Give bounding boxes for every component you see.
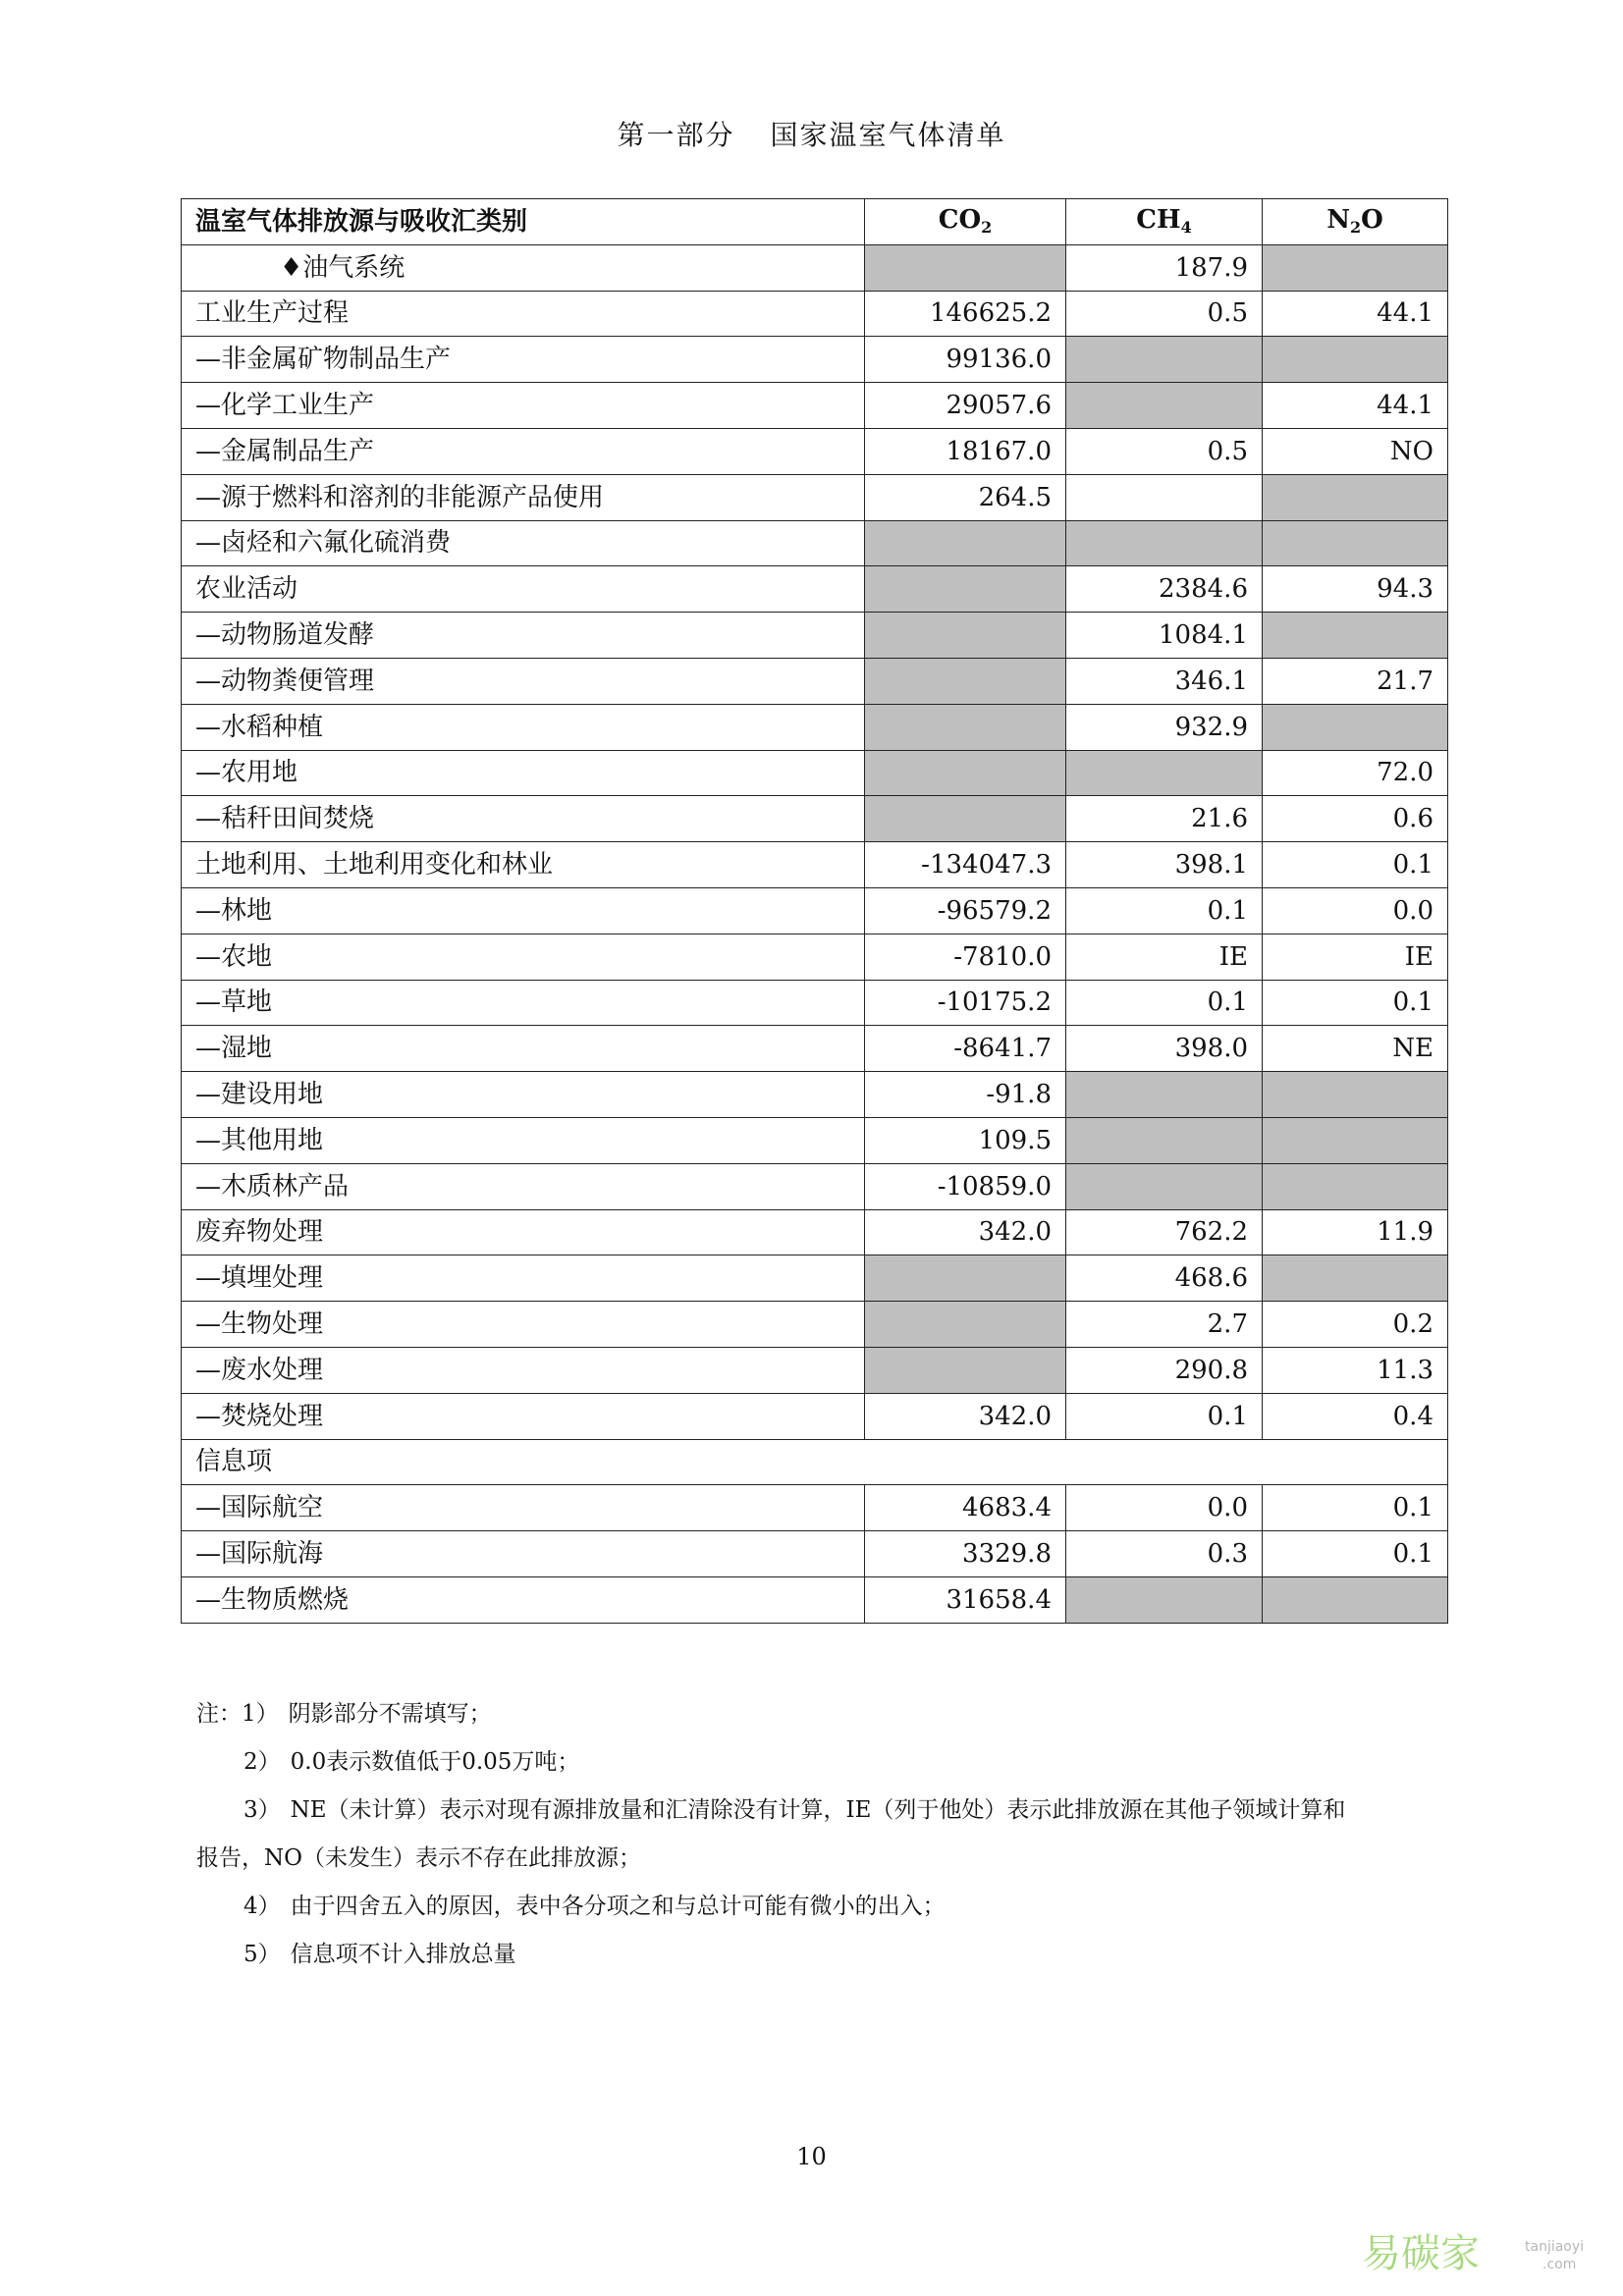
cell-n2o: [1263, 244, 1448, 291]
cell-co2: 29057.6: [865, 383, 1066, 429]
note-line: 2） 0.0表示数值低于0.05万吨；: [243, 1749, 580, 1775]
cell-co2: -10175.2: [865, 980, 1066, 1026]
cell-n2o: [1263, 613, 1448, 659]
table-row: [182, 337, 1448, 383]
cell-co2: 146625.2: [865, 291, 1066, 337]
header-part: 第一部分: [617, 119, 735, 151]
cell-co2: -10859.0: [865, 1163, 1066, 1209]
cell-ch4: [1066, 337, 1263, 383]
row-label: ♦油气系统: [182, 244, 865, 291]
row-label: —草地: [182, 980, 865, 1026]
table-row: [182, 1163, 1448, 1209]
row-label: 土地利用、土地利用变化和林业: [182, 842, 865, 888]
header-ch4: $CH_4$: [1066, 199, 1263, 245]
cell-co2: [865, 658, 1066, 704]
header-title: 国家温室气体清单: [770, 119, 1006, 151]
row-label: —金属制品生产: [182, 428, 865, 474]
table-row: [182, 796, 1448, 842]
table-row: [182, 1393, 1448, 1439]
watermark-domain: tanjiaoyi: [1525, 2239, 1585, 2255]
row-label: —填埋处理: [182, 1255, 865, 1302]
table-row: [182, 934, 1448, 980]
table-header-row: [182, 199, 1448, 245]
cell-co2: 99136.0: [865, 337, 1066, 383]
table-row: [182, 1302, 1448, 1348]
cell-co2: 4683.4: [865, 1485, 1066, 1531]
cell-ch4: [1066, 474, 1263, 520]
cell-ch4: [1066, 383, 1263, 429]
cell-ch4: 187.9: [1066, 244, 1263, 291]
row-label: —焚烧处理: [182, 1393, 865, 1439]
cell-ch4: 0.0: [1066, 1485, 1263, 1531]
cell-ch4: 0.5: [1066, 291, 1263, 337]
cell-n2o: [1263, 337, 1448, 383]
cell-n2o: [1263, 520, 1448, 566]
cell-co2: [865, 796, 1066, 842]
cell-n2o: 0.0: [1263, 887, 1448, 934]
cell-n2o: 44.1: [1263, 291, 1448, 337]
cell-co2: 31658.4: [865, 1576, 1066, 1623]
row-label: —化学工业生产: [182, 383, 865, 429]
cell-n2o: 44.1: [1263, 383, 1448, 429]
row-label: —农地: [182, 934, 865, 980]
header-co2: $CO_2$: [865, 199, 1066, 245]
row-label: —国际航空: [182, 1485, 865, 1531]
table-row: [182, 1255, 1448, 1302]
table-row: [182, 1439, 1448, 1485]
table-row: [182, 658, 1448, 704]
cell-co2: [865, 704, 1066, 750]
cell-ch4: 398.0: [1066, 1026, 1263, 1072]
table-row: [182, 613, 1448, 659]
cell-ch4: 0.1: [1066, 1393, 1263, 1439]
table-row: [182, 244, 1448, 291]
table-row: [182, 842, 1448, 888]
row-label: —湿地: [182, 1026, 865, 1072]
emissions-table: [181, 198, 1448, 1624]
watermark-logo: [1362, 2217, 1597, 2286]
watermark-brand: 易碳家: [1362, 2231, 1480, 2276]
row-label: —林地: [182, 887, 865, 934]
cell-ch4: [1066, 750, 1263, 796]
row-label: —建设用地: [182, 1072, 865, 1118]
row-label: —动物肠道发酵: [182, 613, 865, 659]
cell-ch4: [1066, 1117, 1263, 1163]
table-row: [182, 1576, 1448, 1623]
row-label: —秸秆田间焚烧: [182, 796, 865, 842]
cell-n2o: 11.3: [1263, 1347, 1448, 1393]
cell-co2: [865, 520, 1066, 566]
cell-n2o: [1263, 1163, 1448, 1209]
cell-n2o: [1263, 1072, 1448, 1118]
cell-co2: -134047.3: [865, 842, 1066, 888]
cell-co2: -7810.0: [865, 934, 1066, 980]
row-label: 废弃物处理: [182, 1209, 865, 1255]
table-row: [182, 566, 1448, 613]
cell-n2o: [1263, 1576, 1448, 1623]
cell-co2: -91.8: [865, 1072, 1066, 1118]
cell-n2o: [1263, 704, 1448, 750]
row-label: —非金属矿物制品生产: [182, 337, 865, 383]
cell-ch4: 398.1: [1066, 842, 1263, 888]
cell-n2o: 94.3: [1263, 566, 1448, 613]
cell-co2: 3329.8: [865, 1531, 1066, 1577]
cell-co2: 264.5: [865, 474, 1066, 520]
table-row: [182, 1347, 1448, 1393]
cell-n2o: 0.1: [1263, 980, 1448, 1026]
cell-co2: [865, 1302, 1066, 1348]
table-row: [182, 1531, 1448, 1577]
row-label: 信息项: [182, 1439, 1448, 1485]
cell-n2o: 0.1: [1263, 1531, 1448, 1577]
cell-ch4: [1066, 520, 1263, 566]
cell-n2o: [1263, 1255, 1448, 1302]
cell-ch4: 21.6: [1066, 796, 1263, 842]
cell-ch4: 468.6: [1066, 1255, 1263, 1302]
cell-ch4: 762.2: [1066, 1209, 1263, 1255]
cell-ch4: 0.5: [1066, 428, 1263, 474]
row-label: —动物粪便管理: [182, 658, 865, 704]
table-row: [182, 1117, 1448, 1163]
table-row: [182, 704, 1448, 750]
table-row: [182, 520, 1448, 566]
cell-n2o: 11.9: [1263, 1209, 1448, 1255]
row-label: —水稻种植: [182, 704, 865, 750]
cell-ch4: [1066, 1163, 1263, 1209]
cell-co2: [865, 613, 1066, 659]
table-row: [182, 1485, 1448, 1531]
cell-co2: 342.0: [865, 1393, 1066, 1439]
row-label: —木质林产品: [182, 1163, 865, 1209]
header-n2o: $N_2O$: [1263, 199, 1448, 245]
page-header: [0, 114, 1623, 153]
cell-co2: [865, 1347, 1066, 1393]
cell-ch4: 0.1: [1066, 980, 1263, 1026]
cell-co2: 109.5: [865, 1117, 1066, 1163]
page-number: 10: [796, 2143, 827, 2170]
cell-n2o: [1263, 1117, 1448, 1163]
cell-co2: 18167.0: [865, 428, 1066, 474]
cell-co2: 342.0: [865, 1209, 1066, 1255]
row-label: —农用地: [182, 750, 865, 796]
table-row: [182, 291, 1448, 337]
cell-n2o: IE: [1263, 934, 1448, 980]
row-label: —卤烃和六氟化硫消费: [182, 520, 865, 566]
row-label: —国际航海: [182, 1531, 865, 1577]
table-row: [182, 474, 1448, 520]
cell-ch4: [1066, 1576, 1263, 1623]
cell-ch4: 0.3: [1066, 1531, 1263, 1577]
table-row: [182, 1072, 1448, 1118]
row-label: —源于燃料和溶剂的非能源产品使用: [182, 474, 865, 520]
table-row: [182, 1026, 1448, 1072]
cell-co2: [865, 750, 1066, 796]
cell-co2: -8641.7: [865, 1026, 1066, 1072]
cell-n2o: 0.1: [1263, 842, 1448, 888]
header-category: 温室气体排放源与吸收汇类别: [182, 199, 865, 245]
table-notes: [196, 1690, 1447, 1979]
cell-co2: [865, 244, 1066, 291]
note-line: 报告，NO（未发生）表示不存在此排放源；: [196, 1845, 641, 1871]
cell-n2o: 72.0: [1263, 750, 1448, 796]
note-line: 4） 由于四舍五入的原因，表中各分项之和与总计可能有微小的出入；: [243, 1894, 946, 1919]
cell-ch4: 932.9: [1066, 704, 1263, 750]
note-line: 5） 信息项不计入排放总量: [243, 1942, 516, 1967]
cell-ch4: 290.8: [1066, 1347, 1263, 1393]
table-row: [182, 887, 1448, 934]
cell-n2o: NE: [1263, 1026, 1448, 1072]
table-row: [182, 428, 1448, 474]
cell-ch4: IE: [1066, 934, 1263, 980]
row-label: —生物质燃烧: [182, 1576, 865, 1623]
table-row: [182, 1209, 1448, 1255]
cell-n2o: [1263, 474, 1448, 520]
row-label: 工业生产过程: [182, 291, 865, 337]
row-label: —生物处理: [182, 1302, 865, 1348]
cell-co2: -96579.2: [865, 887, 1066, 934]
cell-ch4: 346.1: [1066, 658, 1263, 704]
table-row: [182, 750, 1448, 796]
note-line: 3） NE（未计算）表示对现有源排放量和汇清除没有计算，IE（列于他处）表示此排放源在其他子领域计算和: [243, 1797, 1346, 1823]
note-line: 注：1） 阴影部分不需填写；: [196, 1701, 492, 1727]
cell-ch4: 1084.1: [1066, 613, 1263, 659]
cell-n2o: 0.2: [1263, 1302, 1448, 1348]
cell-ch4: 2384.6: [1066, 566, 1263, 613]
row-label: —其他用地: [182, 1117, 865, 1163]
row-label: —废水处理: [182, 1347, 865, 1393]
table-row: [182, 980, 1448, 1026]
cell-n2o: 0.1: [1263, 1485, 1448, 1531]
watermark-tld: .com: [1542, 2257, 1577, 2272]
cell-n2o: NO: [1263, 428, 1448, 474]
table-row: [182, 383, 1448, 429]
cell-ch4: 2.7: [1066, 1302, 1263, 1348]
cell-n2o: 21.7: [1263, 658, 1448, 704]
cell-co2: [865, 566, 1066, 613]
cell-ch4: 0.1: [1066, 887, 1263, 934]
cell-n2o: 0.4: [1263, 1393, 1448, 1439]
cell-co2: [865, 1255, 1066, 1302]
cell-ch4: [1066, 1072, 1263, 1118]
row-label: 农业活动: [182, 566, 865, 613]
cell-n2o: 0.6: [1263, 796, 1448, 842]
